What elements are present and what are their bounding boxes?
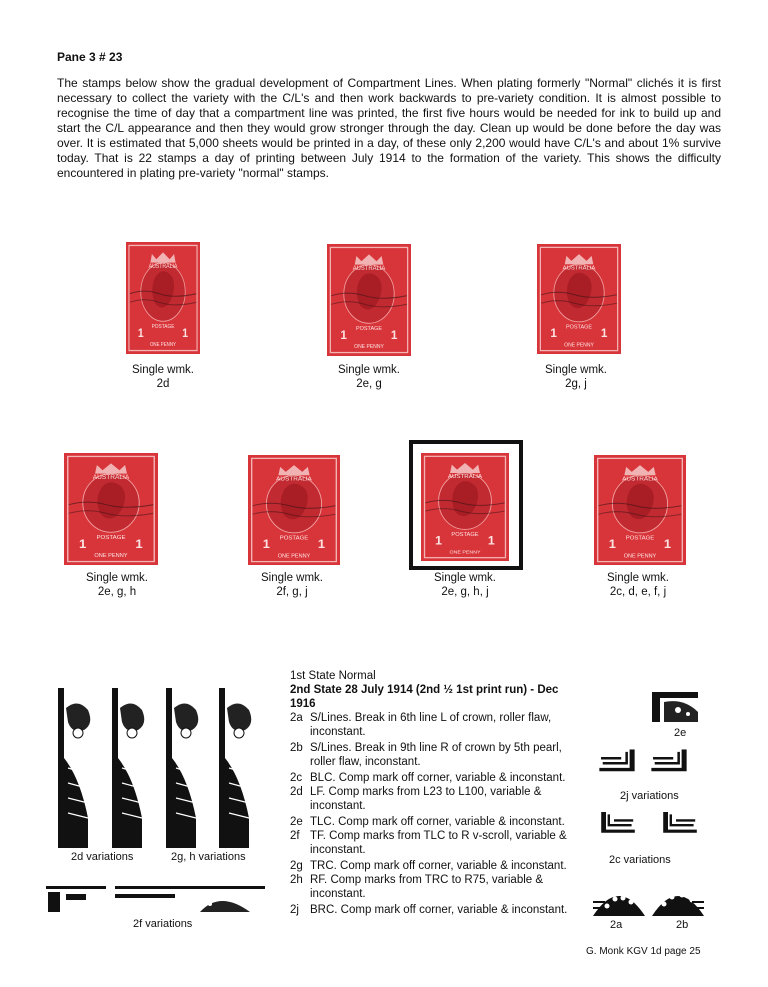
variety-code: 2j [290, 904, 299, 916]
detail-2gh-b [218, 688, 260, 853]
variety-code: 2g [290, 860, 303, 872]
variety-code: 2b [290, 742, 303, 754]
variety-code: 2a [290, 712, 303, 724]
variety-row [290, 771, 586, 785]
stamp-image-2cdefj [594, 455, 686, 565]
page-title: Pane 3 # 23 [57, 50, 123, 64]
stamp-wmk: Single wmk. [338, 364, 400, 376]
variety-desc: LF. Comp marks from L23 to L100, variable & inconstant. [310, 786, 542, 812]
variety-code: 2c [290, 772, 303, 784]
caption-2d-variations: 2d variations [71, 851, 134, 863]
stamp-caption [309, 363, 429, 391]
variety-row [290, 741, 586, 769]
stamp-code: 2g, j [565, 378, 587, 390]
variety-desc: TLC. Comp mark off corner, variable & inconstant. [310, 816, 565, 828]
stamp-wmk: Single wmk. [545, 364, 607, 376]
detail-2j-b [648, 747, 690, 782]
variety-row [290, 873, 586, 901]
detail-2gh-a [165, 688, 207, 853]
stamp-image-2fgj [248, 455, 340, 565]
detail-2f-a [46, 884, 106, 914]
detail-2c-b [660, 808, 700, 845]
variety-row [290, 903, 586, 917]
caption-2j-variations: 2j variations [620, 790, 679, 802]
variety-desc: BLC. Comp mark off corner, variable & inconstant. [310, 772, 566, 784]
caption-2a: 2a [610, 919, 623, 931]
caption-2f-variations: 2f variations [133, 918, 193, 930]
stamp-caption [578, 571, 698, 599]
stamp-code: 2d [156, 378, 170, 390]
stamp-code: 2e, g, h [97, 586, 137, 598]
variety-row [290, 859, 586, 873]
state1-heading: 1st State Normal [290, 670, 376, 682]
state2-heading: 2nd State 28 July 1914 (2nd ½ 1st print run) - Dec 1916 [290, 684, 559, 710]
page-footer: G. Monk KGV 1d page 25 [586, 946, 701, 957]
variety-desc: BRC. Comp mark off corner, variable & inconstant. [310, 904, 568, 916]
stamp-wmk: Single wmk. [86, 572, 148, 584]
caption-2c-variations: 2c variations [609, 854, 671, 866]
stamp-caption [232, 571, 352, 599]
stamp-code: 2f, g, j [276, 586, 308, 598]
detail-2j-a [596, 747, 638, 782]
stamp-wmk: Single wmk. [132, 364, 194, 376]
variety-code: 2f [290, 830, 300, 842]
stamp-wmk: Single wmk. [607, 572, 669, 584]
variety-row [290, 815, 586, 829]
detail-2d-b [112, 688, 152, 853]
detail-2e [650, 690, 700, 729]
stamp-image-2eghj [421, 453, 509, 561]
variety-desc: RF. Comp marks from TRC to R75, variable & inconstant. [310, 874, 544, 900]
detail-2d-a [58, 688, 98, 853]
stamp-image-2gj [537, 244, 621, 354]
variety-desc: TF. Comp marks from TLC to R v-scroll, variable & inconstant. [310, 830, 567, 856]
stamp-image-2d [126, 242, 200, 354]
variety-desc: S/Lines. Break in 6th line L of crown, roller flaw, inconstant. [310, 712, 552, 738]
stamp-image-2egh [64, 453, 158, 565]
intro-paragraph: The stamps below show the gradual development of Compartment Lines. When plating formerly "Normal" clichés it is first necessary to collect the variety with the C/L's and then work backwards to pre-variety condition. It is almost possible to recognise the time of day that a compartment line was printed, the first five hours would be needed for ink to build up and start the C/L appearance and then they would grow stronger through the day. Clean up would be done before the day was over. It is estimated that 5,000 sheets would be printed in a day, of these only 2,200 would have C/L's and about 1% survive today. That is 22 stamps a day of printing between July 1914 to the formation of the variety. This shows the difficulty encountered in plating pre-variety "normal" stamps. [57, 76, 721, 180]
caption-2b: 2b [676, 919, 689, 931]
variety-desc: S/Lines. Break in 9th line R of crown by 5th pearl, roller flaw, inconstant. [310, 742, 562, 768]
detail-2c-a [598, 808, 638, 845]
variety-row [290, 711, 586, 739]
variety-row [290, 785, 586, 813]
stamp-image-2eg [327, 244, 411, 356]
variety-list [290, 669, 586, 917]
caption-2e: 2e [674, 727, 687, 739]
stamp-wmk: Single wmk. [434, 572, 496, 584]
stamp-caption [103, 363, 223, 391]
detail-2f-b [115, 884, 265, 914]
variety-code: 2h [290, 874, 303, 886]
caption-2gh-variations: 2g, h variations [171, 851, 246, 863]
stamp-code: 2e, g, h, j [441, 586, 489, 598]
stamp-wmk: Single wmk. [261, 572, 323, 584]
detail-2b [652, 882, 704, 921]
detail-2a [593, 882, 645, 921]
variety-code: 2d [290, 786, 303, 798]
stamp-caption [405, 571, 525, 599]
variety-row [290, 829, 586, 857]
stamp-caption [516, 363, 636, 391]
stamp-code: 2e, g [356, 378, 382, 390]
stamp-caption [57, 571, 177, 599]
stamp-code: 2c, d, e, f, j [609, 586, 667, 598]
variety-code: 2e [290, 816, 303, 828]
variety-desc: TRC. Comp mark off corner, variable & inconstant. [310, 860, 567, 872]
